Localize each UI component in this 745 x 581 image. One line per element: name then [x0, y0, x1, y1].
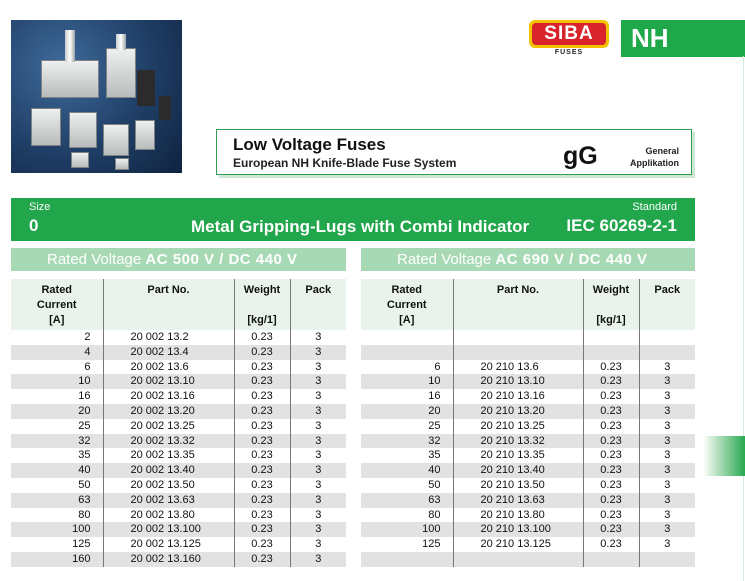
rated-current-cell: 80: [361, 508, 453, 523]
pack-cell: 3: [639, 448, 695, 463]
rated-current-cell: 10: [11, 374, 103, 389]
weight-cell: 0.23: [234, 389, 290, 404]
part-no-cell: 20 002 13.4: [103, 345, 234, 360]
part-no-cell: 20 002 13.50: [103, 478, 234, 493]
weight-cell: 0.23: [583, 389, 639, 404]
part-no-cell: 20 210 13.20: [453, 404, 583, 419]
col-part-no: [453, 279, 583, 330]
pack-cell: 3: [639, 360, 695, 375]
part-no-cell: 20 210 13.100: [453, 522, 583, 537]
pack-cell: 3: [639, 374, 695, 389]
rated-current-cell: 32: [361, 434, 453, 449]
header-text: Pack: [305, 284, 332, 296]
table-row: [361, 345, 695, 360]
header-text: Current: [36, 299, 77, 311]
pack-cell: 3: [290, 493, 346, 508]
rated-current-cell: 4: [11, 345, 103, 360]
rated-current-cell: 25: [11, 419, 103, 434]
weight-cell: [583, 345, 639, 360]
header-text: Current: [386, 299, 427, 311]
header-text: [A]: [49, 314, 65, 326]
table-row: [361, 522, 695, 537]
part-no-cell: 20 210 13.80: [453, 508, 583, 523]
weight-cell: 0.23: [234, 330, 290, 345]
table-row: [11, 522, 346, 537]
pack-cell: 3: [290, 345, 346, 360]
part-no-cell: 20 002 13.100: [103, 522, 234, 537]
size-banner: [11, 198, 695, 241]
weight-cell: [583, 330, 639, 345]
part-no-cell: 20 002 13.2: [103, 330, 234, 345]
weight-cell: 0.23: [583, 360, 639, 375]
weight-cell: 0.23: [583, 419, 639, 434]
header-text: Weight: [243, 284, 281, 296]
pack-cell: 3: [290, 552, 346, 567]
siba-logo: [529, 20, 609, 58]
weight-cell: 0.23: [234, 508, 290, 523]
standard-value: IEC 60269-2-1: [566, 216, 677, 235]
pack-cell: 3: [639, 463, 695, 478]
rated-current-cell: 2: [11, 330, 103, 345]
part-no-cell: 20 210 13.35: [453, 448, 583, 463]
weight-cell: 0.23: [583, 434, 639, 449]
table-row: [361, 419, 695, 434]
weight-cell: 0.23: [583, 537, 639, 552]
part-no-cell: 20 210 13.63: [453, 493, 583, 508]
logo-brand: SIBA: [532, 23, 606, 45]
table-row: [361, 374, 695, 389]
col-pack: [639, 279, 695, 330]
part-no-cell: [453, 345, 583, 360]
table-row: [361, 389, 695, 404]
header-text: Rated: [391, 284, 423, 296]
header-text: [kg/1]: [596, 314, 626, 326]
edge-divider: [743, 56, 744, 581]
header-text: Weight: [592, 284, 630, 296]
part-no-cell: 20 210 13.50: [453, 478, 583, 493]
rated-current-cell: 32: [11, 434, 103, 449]
part-no-cell: 20 002 13.40: [103, 463, 234, 478]
header-text: Rated: [41, 284, 73, 296]
voltage-bar-right: [361, 248, 695, 271]
pack-cell: [639, 330, 695, 345]
weight-cell: 0.23: [583, 404, 639, 419]
header-text: [kg/1]: [247, 314, 277, 326]
part-no-cell: 20 210 13.125: [453, 537, 583, 552]
pack-cell: [639, 345, 695, 360]
pack-cell: 3: [639, 389, 695, 404]
weight-cell: 0.23: [234, 434, 290, 449]
rated-current-cell: 16: [11, 389, 103, 404]
table-header-row: [361, 279, 695, 330]
rated-current-cell: 50: [361, 478, 453, 493]
header-text: Pack: [654, 284, 681, 296]
weight-cell: 0.23: [583, 508, 639, 523]
utilization-class-desc: [619, 145, 679, 169]
weight-cell: 0.23: [234, 463, 290, 478]
pack-cell: 3: [290, 330, 346, 345]
weight-cell: 0.23: [234, 345, 290, 360]
pack-cell: 3: [290, 389, 346, 404]
size-value: 0: [29, 216, 39, 235]
part-no-cell: 20 210 13.25: [453, 419, 583, 434]
voltage-prefix: Rated Voltage: [47, 251, 146, 268]
table-row: [11, 478, 346, 493]
weight-cell: 0.23: [234, 537, 290, 552]
logo-subtitle: FUSES: [554, 49, 584, 56]
pack-cell: 3: [290, 360, 346, 375]
weight-cell: 0.23: [234, 419, 290, 434]
page-title: Low Voltage Fuses: [233, 135, 386, 154]
product-description: Metal Gripping-Lugs with Combi Indicator: [191, 217, 530, 236]
table-row: [361, 478, 695, 493]
table-row: [11, 419, 346, 434]
table-row: [11, 552, 346, 567]
rated-current-cell: 80: [11, 508, 103, 523]
pack-cell: 3: [290, 537, 346, 552]
table-row: [361, 508, 695, 523]
rated-current-cell: 35: [361, 448, 453, 463]
weight-cell: 0.23: [583, 478, 639, 493]
table-row: [361, 404, 695, 419]
table-row: [361, 330, 695, 345]
pack-cell: 3: [290, 404, 346, 419]
rated-current-cell: 63: [361, 493, 453, 508]
rated-current-cell: 6: [11, 360, 103, 375]
rated-current-cell: [361, 552, 453, 567]
pack-cell: 3: [639, 508, 695, 523]
weight-cell: 0.23: [583, 463, 639, 478]
pack-cell: 3: [639, 434, 695, 449]
table-row: [11, 374, 346, 389]
part-no-cell: 20 002 13.63: [103, 493, 234, 508]
part-no-cell: 20 210 13.6: [453, 360, 583, 375]
table-row: [11, 448, 346, 463]
table-row: [11, 345, 346, 360]
part-no-cell: 20 002 13.125: [103, 537, 234, 552]
weight-cell: 0.23: [583, 448, 639, 463]
rated-current-cell: 100: [361, 522, 453, 537]
part-no-cell: 20 002 13.16: [103, 389, 234, 404]
pack-cell: 3: [290, 478, 346, 493]
title-panel: [216, 129, 692, 175]
weight-cell: 0.23: [234, 360, 290, 375]
col-rated-current: [11, 279, 103, 330]
size-label: Size: [29, 201, 51, 213]
part-no-cell: 20 002 13.6: [103, 360, 234, 375]
pack-cell: 3: [290, 463, 346, 478]
part-no-cell: 20 210 13.10: [453, 374, 583, 389]
rated-current-cell: 50: [11, 478, 103, 493]
table-row: [11, 508, 346, 523]
section-tab: [703, 436, 745, 476]
class-desc-line-1: General: [645, 146, 679, 156]
col-part-no: [103, 279, 234, 330]
standard-label: Standard: [632, 201, 677, 213]
weight-cell: [583, 552, 639, 567]
pack-cell: 3: [639, 419, 695, 434]
rated-current-cell: 160: [11, 552, 103, 567]
part-no-cell: [453, 330, 583, 345]
rated-current-cell: 100: [11, 522, 103, 537]
weight-cell: 0.23: [234, 448, 290, 463]
voltage-bar-left: [11, 248, 346, 271]
part-no-cell: 20 210 13.16: [453, 389, 583, 404]
part-no-cell: 20 210 13.32: [453, 434, 583, 449]
part-no-cell: 20 002 13.32: [103, 434, 234, 449]
table-row: [11, 493, 346, 508]
table-row: [361, 493, 695, 508]
table-header-row: [11, 279, 346, 330]
table-row: [361, 360, 695, 375]
part-no-cell: 20 002 13.80: [103, 508, 234, 523]
weight-cell: 0.23: [234, 493, 290, 508]
weight-cell: 0.23: [583, 493, 639, 508]
pack-cell: 3: [290, 374, 346, 389]
col-weight: [234, 279, 290, 330]
table-row: [11, 360, 346, 375]
rated-current-cell: [361, 330, 453, 345]
part-no-cell: 20 002 13.20: [103, 404, 234, 419]
weight-cell: 0.23: [234, 522, 290, 537]
rated-current-cell: [361, 345, 453, 360]
class-desc-line-2: Applikation: [630, 158, 679, 168]
pack-cell: 3: [290, 448, 346, 463]
pack-cell: 3: [639, 493, 695, 508]
rated-current-cell: 16: [361, 389, 453, 404]
voltage-value: AC 500 V / DC 440 V: [145, 251, 298, 268]
part-no-cell: 20 002 13.160: [103, 552, 234, 567]
header-text: Part No.: [147, 284, 190, 296]
col-rated-current: [361, 279, 453, 330]
part-no-cell: 20 002 13.25: [103, 419, 234, 434]
rated-current-cell: 40: [361, 463, 453, 478]
table-row: [11, 404, 346, 419]
weight-cell: 0.23: [583, 522, 639, 537]
weight-cell: 0.23: [583, 374, 639, 389]
rated-current-cell: 35: [11, 448, 103, 463]
pack-cell: 3: [639, 478, 695, 493]
voltage-prefix: Rated Voltage: [397, 251, 496, 268]
weight-cell: 0.23: [234, 478, 290, 493]
table-ac-690v: [361, 279, 695, 567]
series-badge: NH: [621, 20, 745, 57]
product-photo: [11, 20, 182, 173]
pack-cell: 3: [639, 404, 695, 419]
table-row: [361, 434, 695, 449]
part-no-cell: 20 002 13.10: [103, 374, 234, 389]
rated-current-cell: 20: [361, 404, 453, 419]
rated-current-cell: 6: [361, 360, 453, 375]
rated-current-cell: 125: [11, 537, 103, 552]
weight-cell: 0.23: [234, 552, 290, 567]
pack-cell: 3: [639, 522, 695, 537]
part-no-cell: [453, 552, 583, 567]
table-row: [361, 463, 695, 478]
pack-cell: 3: [639, 537, 695, 552]
table-row: [361, 537, 695, 552]
part-no-cell: 20 002 13.35: [103, 448, 234, 463]
table-ac-500v: [11, 279, 346, 567]
header-text: Part No.: [496, 284, 540, 296]
table-row: [11, 537, 346, 552]
rated-current-cell: 40: [11, 463, 103, 478]
header-text: [A]: [399, 314, 415, 326]
table-row: [361, 552, 695, 567]
pack-cell: [639, 552, 695, 567]
voltage-value: AC 690 V / DC 440 V: [495, 251, 648, 268]
rated-current-cell: 10: [361, 374, 453, 389]
pack-cell: 3: [290, 434, 346, 449]
rated-current-cell: 63: [11, 493, 103, 508]
table-row: [11, 389, 346, 404]
table-row: [11, 463, 346, 478]
table-row: [11, 330, 346, 345]
pack-cell: 3: [290, 522, 346, 537]
pack-cell: 3: [290, 419, 346, 434]
col-weight: [583, 279, 639, 330]
utilization-class: gG: [563, 142, 598, 170]
table-row: [11, 434, 346, 449]
table-row: [361, 448, 695, 463]
weight-cell: 0.23: [234, 374, 290, 389]
weight-cell: 0.23: [234, 404, 290, 419]
pack-cell: 3: [290, 508, 346, 523]
col-pack: [290, 279, 346, 330]
page-subtitle: European NH Knife-Blade Fuse System: [233, 156, 457, 170]
rated-current-cell: 20: [11, 404, 103, 419]
rated-current-cell: 25: [361, 419, 453, 434]
part-no-cell: 20 210 13.40: [453, 463, 583, 478]
rated-current-cell: 125: [361, 537, 453, 552]
